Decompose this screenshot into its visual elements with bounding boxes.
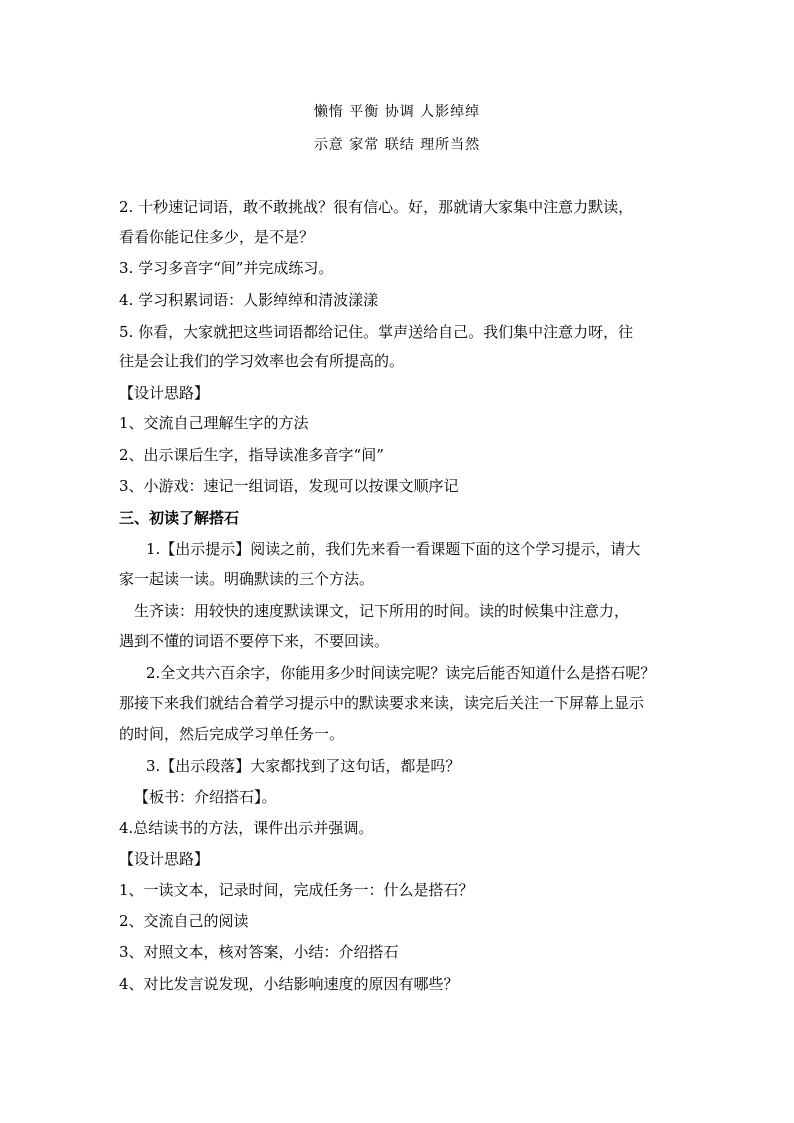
paragraph-line: 3.【出示段落】大家都找到了这句话，都是吗？: [146, 757, 461, 775]
paragraph-line: 4.总结读书的方法，课件出示并强调。: [119, 819, 374, 837]
list-item: 2、交流自己的阅读: [119, 912, 249, 930]
list-item: 2、出示课后生字，指导读准多音字“间”: [119, 446, 384, 464]
paragraph-line: 的时间，然后完成学习单任务一。: [119, 725, 345, 743]
board-note: 【板书：介绍搭石】。: [134, 788, 277, 806]
paragraph-line: 家一起读一读。明确默读的三个方法。: [119, 570, 375, 588]
paragraph-line: 4. 学习积累词语：人影绰绰和清波漾漾: [119, 291, 379, 309]
section-label-design: 【设计思路】: [119, 384, 210, 402]
paragraph-line: 3. 学习多音字“间”并完成练习。: [119, 259, 334, 277]
section-heading: 三、初读了解搭石: [119, 509, 240, 527]
list-item: 1、交流自己理解生字的方法: [119, 414, 309, 432]
list-item: 3、对照文本，核对答案，小结：介绍搭石: [119, 943, 399, 961]
paragraph-line: 遇到不懂的词语不要停下来，不要回读。: [119, 632, 390, 650]
paragraph-line: 往是会让我们的学习效率也会有所提高的。: [119, 352, 405, 370]
paragraph-line: 生齐读：用较快的速度默读课文，记下所用的时间。读的时候集中注意力，: [134, 602, 630, 620]
word-group-line-2: 示意 家常 联结 理所当然: [313, 137, 481, 153]
list-item: 3、小游戏：速记一组词语，发现可以按课文顺序记: [119, 477, 459, 495]
list-item: 4、对比发言说发现，小结影响速度的原因有哪些？: [119, 975, 459, 993]
word-group-line-1: 懒惰 平衡 协调 人影绰绰: [313, 104, 481, 120]
paragraph-line: 那接下来我们就结合着学习提示中的默读要求来读，读完后关注一下屏幕上显示: [119, 694, 645, 712]
paragraph-line: 1.【出示提示】阅读之前，我们先来看一看课题下面的这个学习提示，请大: [146, 540, 641, 558]
paragraph-line: 2.全文共六百余字，你能用多少时间读完呢？读完后能否知道什么是搭石呢？: [146, 664, 656, 682]
paragraph-line: 看看你能记住多少，是不是？: [119, 228, 315, 246]
paragraph-line: 5. 你看，大家就把这些词语都给记住。掌声送给自己。我们集中注意力呀，往: [119, 323, 634, 341]
section-label-design: 【设计思路】: [119, 850, 210, 868]
paragraph-line: 2. 十秒速记词语，敢不敢挑战？很有信心。好，那就请大家集中注意力默读，: [119, 198, 634, 216]
list-item: 1、一读文本，记录时间，完成任务一：什么是搭石？: [119, 881, 474, 899]
